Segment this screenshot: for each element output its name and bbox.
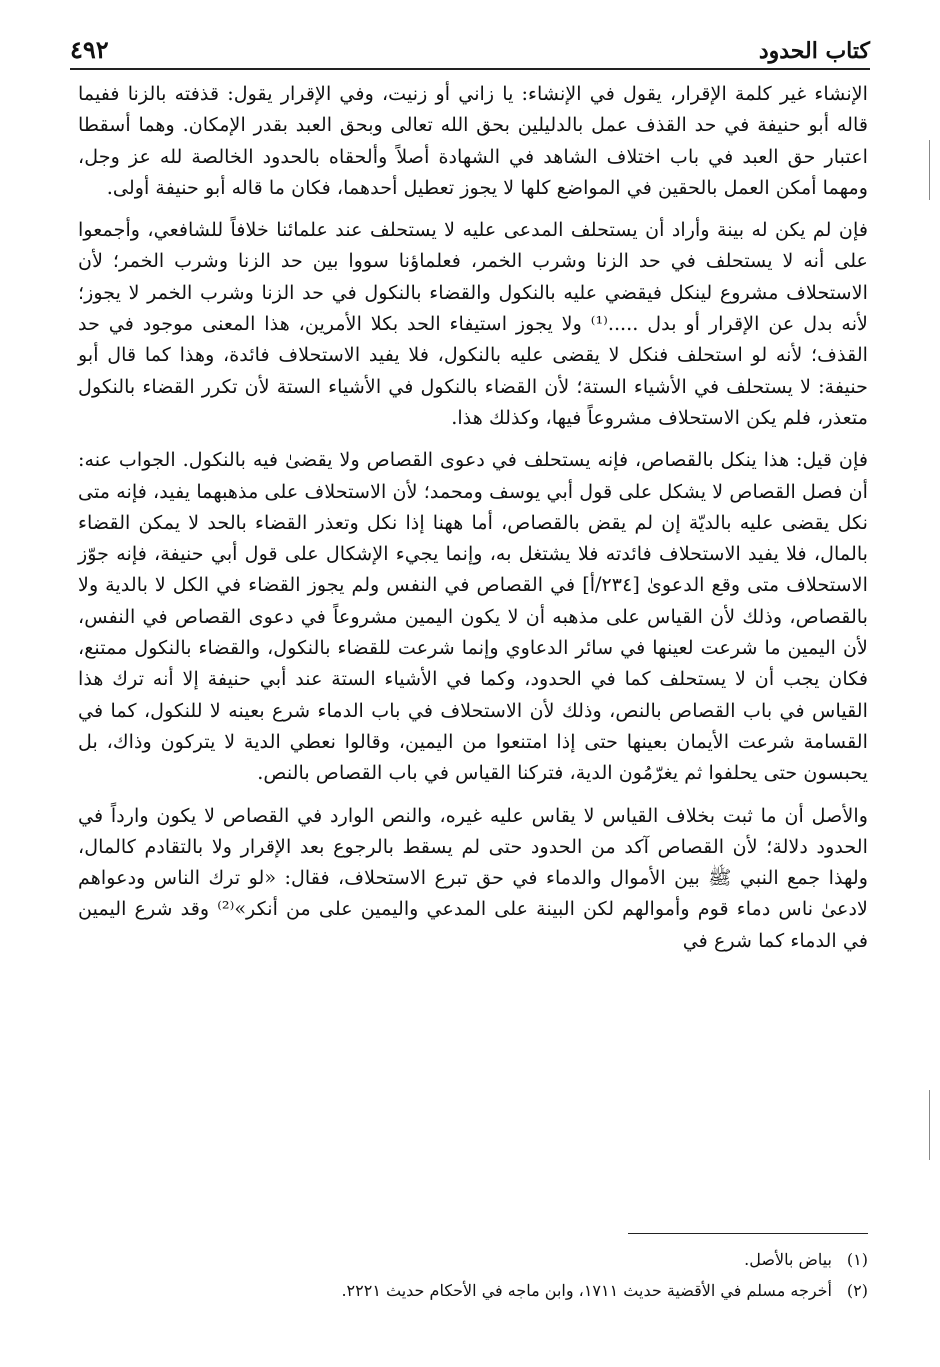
scan-edge-mark <box>929 1090 930 1160</box>
footnote-text: أخرجه مسلم في الأقضية حديث ١٧١١، وابن ماجه في الأحكام حديث ٢٢٢١. <box>341 1281 832 1300</box>
footnote-separator <box>628 1233 868 1234</box>
footnote <box>78 1275 868 1306</box>
footnote <box>78 1244 868 1275</box>
paragraph: فإن قيل: هذا ينكل بالقصاص، فإنه يستحلف في دعوى القصاص ولا يقضىٰ فيه بالنكول. الجواب عنه: أن فصل القصاص لا يشكل على قول أبي يوسف ومحمد؛ لأن الاستحلاف على مذهبهما يفيد، فإنه متى نكل يقضى عليه بالديّة إن لم يقض بالقصاص، أما ههنا إذا نكل وتعذر القضاء بالحد لا يمكن القضاء بالمال، فلا يفيد الاستحلاف فائدته فلا يشتغل به، وإنما يجيء الإشكال على قول أبي حنيفة، فإنه جوّز الاستحلاف متى وقع الدعوىٰ [٢٣٤/أ] في القصاص في النفس ولم يجوز القضاء في الكل لا بالدية ولا بالقصاص، وذلك لأن القياس على مذهبه أن لا يكون اليمين مشروعاً في دعوى القصاص في النفس، لأن اليمين ما شرعت لعينها في سائر الدعاوي وإنما شرعت للقضاء بالنكول، والقضاء بالنكول ممتنع، فكان يجب أن لا يستحلف كما في الحدود، وكما في الأشياء الستة عند أبي حنيفة إلا أنه ترك هذا القياس في باب القصاص بالنص، وذلك لأن الاستحلاف في باب الدماء شرع بعينه لا للنكول، كما في القسامة شرعت الأيمان بعينها حتى إذا امتنعوا من اليمين، وقالوا نعطي الدية لا يتركون وذاك، بل يحبسون حتى يحلفوا ثم يغرّمُون الدية، فتركنا القياس في باب القصاص بالنص. <box>78 448 868 785</box>
paragraph: فإن لم يكن له بينة وأراد أن يستحلف المدعى عليه لا يستحلف عند علمائنا خلافاً للشافعي، وأجمعوا على أنه لا يستحلف في حد الزنا وشرب الخمر، فعلماؤنا سووا بين حد الزنا وشرب الخمر؛ لأن الاستحلاف مشروع لينكل فيقضي عليه بالنكول والقضاء بالنكول في حد الزنا وشرب الخمر لا يجوز؛ لأنه بدل عن الإقرار أو بدل .....⁽¹⁾ ولا يجوز استيفاء الحد بكلا الأمرين، هذا المعنى موجود في حد القذف؛ لأنه لو استحلف فنكل لا يقضى عليه بالنكول، فلا يفيد الاستحلاف فائدة، وهذا كما قال أبو حنيفة: لا يستحلف في الأشياء الستة؛ لأن القضاء بالنكول في الأشياء الستة لأن تكرر القضاء بالنكول متعذر، فلم يكن الاستحلاف مشروعاً فيها، وكذلك هذا. <box>78 218 868 429</box>
footnote-number: (١) <box>846 1250 868 1269</box>
body-text <box>78 78 868 967</box>
paragraph: الإنشاء غير كلمة الإقرار، يقول في الإنشاء: يا زاني أو زنيت، وفي الإقرار يقول: قذفته بالزنا ففيما قاله أبو حنيفة في حد القذف عمل بالدليلين بحق الله تعالى وبحق العبد بقدر الإمكان. وهما أسقطا اعتبار حق العبد في باب اختلاف الشاهد في الشهادة أصلاً وألحقاه بالحدود الخالصة لله عز وجل، ومهما أمكن العمل بالحقين في المواضع كلها لا يجوز تعطيل أحدهما، فكان ما قاله أبو حنيفة أولى. <box>78 82 868 199</box>
footnote-text: بياض بالأصل. <box>744 1250 832 1269</box>
page-number: ٤٩٢ <box>70 35 109 64</box>
paragraph: والأصل أن ما ثبت بخلاف القياس لا يقاس عليه غيره، والنص الوارد في القصاص لا يكون وارداً في الحدود دلالة؛ لأن القصاص آكد من الحدود حتى لم يسقط بالرجوع بعد الإقرار ولا بالتقادم كالمال، ولهذا جمع النبي ﷺ بين الأموال والدماء في حق تبرع الاستحلاف، فقال: «لو ترك الناس ودعواهم لادعىٰ ناس دماء قوم وأموالهم لكن البينة على المدعي واليمين على من أنكر»⁽²⁾ وقد شرع اليمين في الدماء كما شرع في <box>78 803 868 952</box>
running-title: كتاب الحدود <box>758 38 870 64</box>
footnote-number: (٢) <box>846 1281 868 1300</box>
footnotes <box>78 1244 868 1306</box>
scan-edge-mark <box>929 140 930 200</box>
page-header <box>70 22 870 70</box>
